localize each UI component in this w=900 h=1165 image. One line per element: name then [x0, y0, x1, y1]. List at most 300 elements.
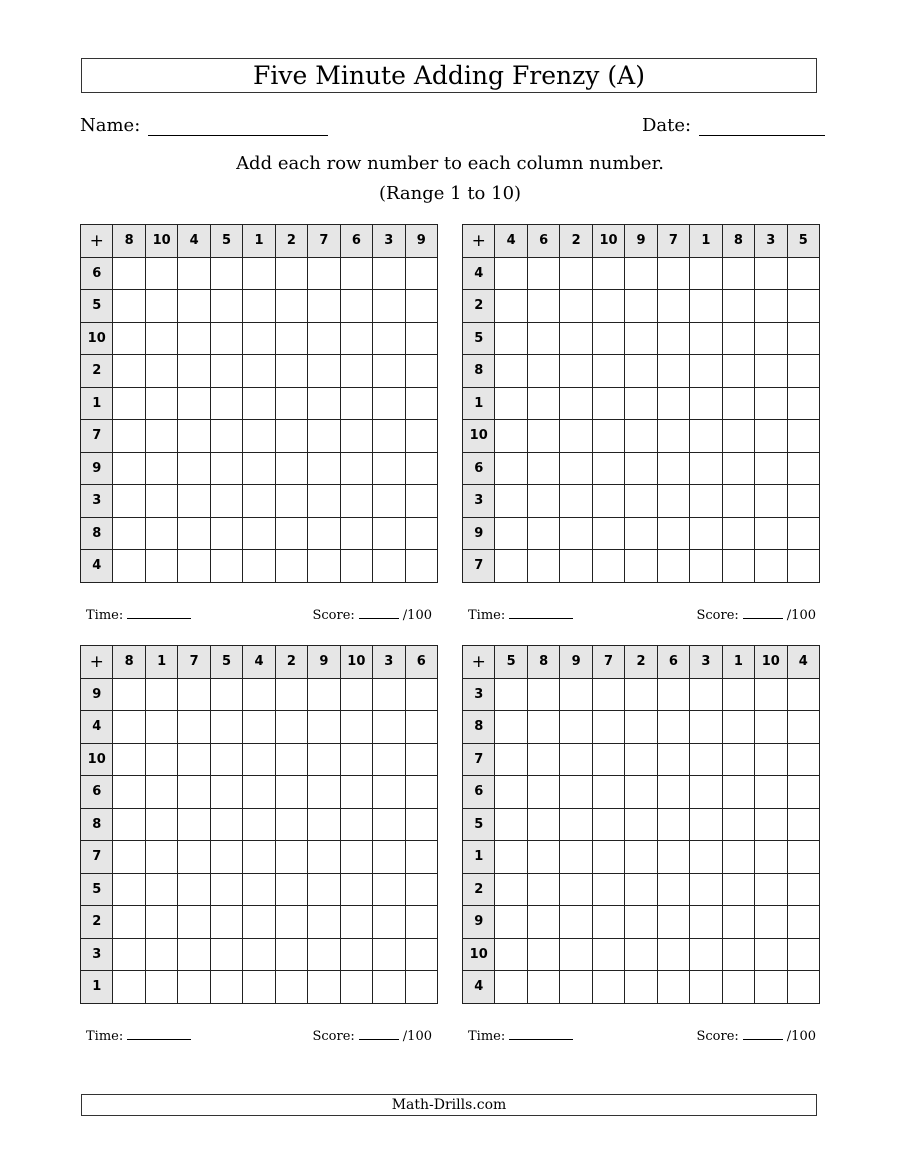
answer-cell[interactable]: [690, 841, 722, 874]
answer-cell[interactable]: [308, 517, 340, 550]
answer-cell[interactable]: [373, 517, 405, 550]
time-field[interactable]: [86, 606, 191, 623]
answer-cell[interactable]: [340, 517, 372, 550]
answer-cell[interactable]: [690, 517, 722, 550]
answer-cell[interactable]: [145, 550, 177, 583]
answer-cell[interactable]: [405, 873, 437, 906]
answer-cell[interactable]: [145, 387, 177, 420]
answer-cell[interactable]: [113, 873, 145, 906]
answer-cell[interactable]: [145, 906, 177, 939]
answer-cell[interactable]: [722, 808, 754, 841]
answer-cell[interactable]: [527, 550, 559, 583]
answer-cell[interactable]: [308, 420, 340, 453]
name-field[interactable]: [80, 111, 328, 136]
answer-cell[interactable]: [722, 743, 754, 776]
answer-cell[interactable]: [755, 776, 787, 809]
answer-cell[interactable]: [210, 938, 242, 971]
answer-cell[interactable]: [113, 452, 145, 485]
answer-cell[interactable]: [113, 971, 145, 1004]
answer-cell[interactable]: [113, 355, 145, 388]
answer-cell[interactable]: [592, 322, 624, 355]
answer-cell[interactable]: [657, 485, 689, 518]
answer-cell[interactable]: [690, 322, 722, 355]
answer-cell[interactable]: [405, 322, 437, 355]
answer-cell[interactable]: [243, 971, 275, 1004]
answer-cell[interactable]: [373, 906, 405, 939]
answer-cell[interactable]: [373, 387, 405, 420]
score-field[interactable]: [312, 606, 432, 623]
answer-cell[interactable]: [495, 322, 527, 355]
answer-cell[interactable]: [340, 841, 372, 874]
answer-cell[interactable]: [373, 938, 405, 971]
time-blank[interactable]: [127, 1027, 191, 1040]
answer-cell[interactable]: [527, 387, 559, 420]
answer-cell[interactable]: [495, 550, 527, 583]
answer-cell[interactable]: [592, 485, 624, 518]
answer-cell[interactable]: [340, 711, 372, 744]
answer-cell[interactable]: [210, 906, 242, 939]
answer-cell[interactable]: [722, 355, 754, 388]
answer-cell[interactable]: [690, 971, 722, 1004]
answer-cell[interactable]: [495, 290, 527, 323]
answer-cell[interactable]: [340, 678, 372, 711]
answer-cell[interactable]: [405, 971, 437, 1004]
answer-cell[interactable]: [210, 808, 242, 841]
answer-cell[interactable]: [495, 841, 527, 874]
answer-cell[interactable]: [373, 485, 405, 518]
answer-cell[interactable]: [755, 678, 787, 711]
answer-cell[interactable]: [210, 678, 242, 711]
answer-cell[interactable]: [592, 290, 624, 323]
answer-cell[interactable]: [560, 257, 592, 290]
answer-cell[interactable]: [113, 711, 145, 744]
answer-cell[interactable]: [243, 776, 275, 809]
answer-cell[interactable]: [690, 485, 722, 518]
answer-cell[interactable]: [592, 776, 624, 809]
answer-cell[interactable]: [755, 290, 787, 323]
answer-cell[interactable]: [560, 517, 592, 550]
answer-cell[interactable]: [657, 678, 689, 711]
answer-cell[interactable]: [113, 517, 145, 550]
answer-cell[interactable]: [625, 387, 657, 420]
answer-cell[interactable]: [495, 906, 527, 939]
answer-cell[interactable]: [722, 550, 754, 583]
time-blank[interactable]: [509, 1027, 573, 1040]
answer-cell[interactable]: [690, 873, 722, 906]
answer-cell[interactable]: [275, 776, 307, 809]
answer-cell[interactable]: [373, 550, 405, 583]
answer-cell[interactable]: [722, 420, 754, 453]
answer-cell[interactable]: [243, 355, 275, 388]
answer-cell[interactable]: [405, 841, 437, 874]
answer-cell[interactable]: [722, 387, 754, 420]
answer-cell[interactable]: [527, 808, 559, 841]
answer-cell[interactable]: [527, 971, 559, 1004]
answer-cell[interactable]: [405, 355, 437, 388]
answer-cell[interactable]: [308, 711, 340, 744]
answer-cell[interactable]: [657, 257, 689, 290]
answer-cell[interactable]: [755, 452, 787, 485]
answer-cell[interactable]: [210, 971, 242, 1004]
answer-cell[interactable]: [243, 938, 275, 971]
answer-cell[interactable]: [405, 550, 437, 583]
answer-cell[interactable]: [275, 971, 307, 1004]
answer-cell[interactable]: [787, 776, 819, 809]
answer-cell[interactable]: [755, 711, 787, 744]
answer-cell[interactable]: [787, 485, 819, 518]
answer-cell[interactable]: [145, 485, 177, 518]
answer-cell[interactable]: [625, 711, 657, 744]
answer-cell[interactable]: [210, 743, 242, 776]
answer-cell[interactable]: [275, 678, 307, 711]
answer-cell[interactable]: [308, 938, 340, 971]
answer-cell[interactable]: [787, 743, 819, 776]
answer-cell[interactable]: [722, 257, 754, 290]
answer-cell[interactable]: [560, 355, 592, 388]
answer-cell[interactable]: [527, 776, 559, 809]
answer-cell[interactable]: [690, 776, 722, 809]
answer-cell[interactable]: [405, 938, 437, 971]
answer-cell[interactable]: [755, 808, 787, 841]
answer-cell[interactable]: [275, 743, 307, 776]
answer-cell[interactable]: [275, 808, 307, 841]
answer-cell[interactable]: [527, 452, 559, 485]
answer-cell[interactable]: [657, 841, 689, 874]
answer-cell[interactable]: [340, 906, 372, 939]
answer-cell[interactable]: [308, 485, 340, 518]
answer-cell[interactable]: [178, 517, 210, 550]
answer-cell[interactable]: [592, 938, 624, 971]
answer-cell[interactable]: [722, 678, 754, 711]
answer-cell[interactable]: [787, 290, 819, 323]
answer-cell[interactable]: [340, 420, 372, 453]
answer-cell[interactable]: [405, 743, 437, 776]
answer-cell[interactable]: [275, 517, 307, 550]
answer-cell[interactable]: [210, 485, 242, 518]
answer-cell[interactable]: [657, 906, 689, 939]
answer-cell[interactable]: [243, 420, 275, 453]
answer-cell[interactable]: [243, 322, 275, 355]
answer-cell[interactable]: [657, 322, 689, 355]
answer-cell[interactable]: [210, 711, 242, 744]
answer-cell[interactable]: [560, 873, 592, 906]
date-blank[interactable]: [699, 111, 825, 136]
answer-cell[interactable]: [755, 841, 787, 874]
answer-cell[interactable]: [657, 873, 689, 906]
answer-cell[interactable]: [243, 257, 275, 290]
answer-cell[interactable]: [722, 873, 754, 906]
answer-cell[interactable]: [787, 938, 819, 971]
answer-cell[interactable]: [495, 743, 527, 776]
answer-cell[interactable]: [657, 550, 689, 583]
answer-cell[interactable]: [657, 776, 689, 809]
answer-cell[interactable]: [495, 971, 527, 1004]
answer-cell[interactable]: [308, 678, 340, 711]
answer-cell[interactable]: [210, 322, 242, 355]
answer-cell[interactable]: [495, 257, 527, 290]
answer-cell[interactable]: [592, 743, 624, 776]
answer-cell[interactable]: [690, 550, 722, 583]
answer-cell[interactable]: [722, 517, 754, 550]
answer-cell[interactable]: [113, 678, 145, 711]
answer-cell[interactable]: [495, 808, 527, 841]
answer-cell[interactable]: [145, 322, 177, 355]
answer-cell[interactable]: [113, 743, 145, 776]
answer-cell[interactable]: [308, 841, 340, 874]
answer-cell[interactable]: [690, 387, 722, 420]
answer-cell[interactable]: [405, 257, 437, 290]
answer-cell[interactable]: [560, 322, 592, 355]
answer-cell[interactable]: [145, 873, 177, 906]
answer-cell[interactable]: [690, 452, 722, 485]
answer-cell[interactable]: [625, 743, 657, 776]
answer-cell[interactable]: [592, 906, 624, 939]
answer-cell[interactable]: [275, 355, 307, 388]
answer-cell[interactable]: [308, 355, 340, 388]
answer-cell[interactable]: [308, 906, 340, 939]
score-blank[interactable]: [743, 1027, 783, 1040]
answer-cell[interactable]: [275, 550, 307, 583]
answer-cell[interactable]: [113, 257, 145, 290]
answer-cell[interactable]: [787, 517, 819, 550]
answer-cell[interactable]: [787, 387, 819, 420]
answer-cell[interactable]: [373, 452, 405, 485]
answer-cell[interactable]: [690, 678, 722, 711]
answer-cell[interactable]: [592, 808, 624, 841]
answer-cell[interactable]: [405, 711, 437, 744]
score-field[interactable]: [696, 1027, 816, 1044]
answer-cell[interactable]: [560, 808, 592, 841]
answer-cell[interactable]: [113, 387, 145, 420]
answer-cell[interactable]: [495, 678, 527, 711]
answer-cell[interactable]: [405, 290, 437, 323]
answer-cell[interactable]: [657, 743, 689, 776]
answer-cell[interactable]: [755, 355, 787, 388]
answer-cell[interactable]: [787, 550, 819, 583]
answer-cell[interactable]: [340, 257, 372, 290]
answer-cell[interactable]: [210, 452, 242, 485]
answer-cell[interactable]: [657, 387, 689, 420]
answer-cell[interactable]: [657, 420, 689, 453]
answer-cell[interactable]: [625, 808, 657, 841]
answer-cell[interactable]: [210, 873, 242, 906]
answer-cell[interactable]: [113, 776, 145, 809]
answer-cell[interactable]: [527, 355, 559, 388]
answer-cell[interactable]: [560, 485, 592, 518]
answer-cell[interactable]: [495, 517, 527, 550]
answer-cell[interactable]: [340, 938, 372, 971]
answer-cell[interactable]: [405, 776, 437, 809]
answer-cell[interactable]: [275, 420, 307, 453]
answer-cell[interactable]: [145, 971, 177, 1004]
answer-cell[interactable]: [657, 452, 689, 485]
answer-cell[interactable]: [690, 257, 722, 290]
answer-cell[interactable]: [275, 711, 307, 744]
answer-cell[interactable]: [592, 420, 624, 453]
answer-cell[interactable]: [625, 322, 657, 355]
answer-cell[interactable]: [210, 517, 242, 550]
answer-cell[interactable]: [113, 906, 145, 939]
answer-cell[interactable]: [495, 938, 527, 971]
answer-cell[interactable]: [243, 711, 275, 744]
answer-cell[interactable]: [722, 452, 754, 485]
answer-cell[interactable]: [373, 971, 405, 1004]
answer-cell[interactable]: [405, 906, 437, 939]
answer-cell[interactable]: [560, 550, 592, 583]
answer-cell[interactable]: [373, 257, 405, 290]
time-field[interactable]: [468, 606, 573, 623]
answer-cell[interactable]: [373, 355, 405, 388]
answer-cell[interactable]: [340, 387, 372, 420]
answer-cell[interactable]: [592, 678, 624, 711]
answer-cell[interactable]: [243, 387, 275, 420]
answer-cell[interactable]: [527, 420, 559, 453]
answer-cell[interactable]: [243, 550, 275, 583]
answer-cell[interactable]: [340, 322, 372, 355]
answer-cell[interactable]: [625, 485, 657, 518]
answer-cell[interactable]: [178, 420, 210, 453]
answer-cell[interactable]: [145, 678, 177, 711]
answer-cell[interactable]: [787, 420, 819, 453]
answer-cell[interactable]: [625, 257, 657, 290]
answer-cell[interactable]: [275, 452, 307, 485]
answer-cell[interactable]: [657, 517, 689, 550]
answer-cell[interactable]: [625, 290, 657, 323]
answer-cell[interactable]: [340, 971, 372, 1004]
answer-cell[interactable]: [308, 776, 340, 809]
answer-cell[interactable]: [178, 711, 210, 744]
answer-cell[interactable]: [560, 711, 592, 744]
answer-cell[interactable]: [373, 420, 405, 453]
answer-cell[interactable]: [210, 355, 242, 388]
answer-cell[interactable]: [373, 743, 405, 776]
answer-cell[interactable]: [690, 711, 722, 744]
answer-cell[interactable]: [755, 873, 787, 906]
answer-cell[interactable]: [625, 420, 657, 453]
answer-cell[interactable]: [243, 906, 275, 939]
answer-cell[interactable]: [625, 452, 657, 485]
answer-cell[interactable]: [592, 452, 624, 485]
answer-cell[interactable]: [527, 322, 559, 355]
answer-cell[interactable]: [405, 387, 437, 420]
answer-cell[interactable]: [178, 971, 210, 1004]
answer-cell[interactable]: [275, 290, 307, 323]
answer-cell[interactable]: [755, 971, 787, 1004]
answer-cell[interactable]: [178, 906, 210, 939]
answer-cell[interactable]: [722, 485, 754, 518]
answer-cell[interactable]: [113, 550, 145, 583]
answer-cell[interactable]: [113, 808, 145, 841]
answer-cell[interactable]: [405, 452, 437, 485]
answer-cell[interactable]: [722, 290, 754, 323]
answer-cell[interactable]: [178, 290, 210, 323]
answer-cell[interactable]: [527, 906, 559, 939]
answer-cell[interactable]: [625, 776, 657, 809]
answer-cell[interactable]: [625, 841, 657, 874]
answer-cell[interactable]: [527, 517, 559, 550]
answer-cell[interactable]: [178, 938, 210, 971]
answer-cell[interactable]: [787, 678, 819, 711]
answer-cell[interactable]: [592, 841, 624, 874]
answer-cell[interactable]: [405, 808, 437, 841]
answer-cell[interactable]: [178, 355, 210, 388]
answer-cell[interactable]: [243, 485, 275, 518]
answer-cell[interactable]: [755, 322, 787, 355]
answer-cell[interactable]: [625, 550, 657, 583]
answer-cell[interactable]: [308, 452, 340, 485]
answer-cell[interactable]: [527, 678, 559, 711]
answer-cell[interactable]: [625, 355, 657, 388]
answer-cell[interactable]: [113, 420, 145, 453]
answer-cell[interactable]: [755, 387, 787, 420]
answer-cell[interactable]: [527, 873, 559, 906]
answer-cell[interactable]: [373, 873, 405, 906]
answer-cell[interactable]: [495, 452, 527, 485]
answer-cell[interactable]: [690, 290, 722, 323]
answer-cell[interactable]: [787, 971, 819, 1004]
answer-cell[interactable]: [145, 420, 177, 453]
answer-cell[interactable]: [340, 452, 372, 485]
answer-cell[interactable]: [625, 517, 657, 550]
answer-cell[interactable]: [787, 452, 819, 485]
answer-cell[interactable]: [787, 711, 819, 744]
answer-cell[interactable]: [405, 420, 437, 453]
answer-cell[interactable]: [527, 290, 559, 323]
answer-cell[interactable]: [113, 290, 145, 323]
answer-cell[interactable]: [243, 517, 275, 550]
answer-cell[interactable]: [592, 257, 624, 290]
answer-cell[interactable]: [145, 355, 177, 388]
answer-cell[interactable]: [625, 873, 657, 906]
answer-cell[interactable]: [722, 938, 754, 971]
answer-cell[interactable]: [373, 322, 405, 355]
answer-cell[interactable]: [340, 776, 372, 809]
answer-cell[interactable]: [145, 290, 177, 323]
answer-cell[interactable]: [243, 452, 275, 485]
answer-cell[interactable]: [405, 678, 437, 711]
answer-cell[interactable]: [527, 485, 559, 518]
answer-cell[interactable]: [308, 257, 340, 290]
answer-cell[interactable]: [495, 355, 527, 388]
answer-cell[interactable]: [625, 678, 657, 711]
answer-cell[interactable]: [405, 485, 437, 518]
answer-cell[interactable]: [690, 743, 722, 776]
answer-cell[interactable]: [787, 873, 819, 906]
answer-cell[interactable]: [210, 257, 242, 290]
answer-cell[interactable]: [592, 711, 624, 744]
score-field[interactable]: [696, 606, 816, 623]
answer-cell[interactable]: [657, 711, 689, 744]
time-blank[interactable]: [127, 606, 191, 619]
date-field[interactable]: [642, 111, 825, 136]
answer-cell[interactable]: [755, 257, 787, 290]
answer-cell[interactable]: [592, 873, 624, 906]
answer-cell[interactable]: [527, 841, 559, 874]
answer-cell[interactable]: [178, 550, 210, 583]
answer-cell[interactable]: [722, 841, 754, 874]
answer-cell[interactable]: [113, 841, 145, 874]
answer-cell[interactable]: [243, 678, 275, 711]
answer-cell[interactable]: [787, 906, 819, 939]
answer-cell[interactable]: [625, 906, 657, 939]
answer-cell[interactable]: [340, 808, 372, 841]
answer-cell[interactable]: [145, 711, 177, 744]
answer-cell[interactable]: [373, 841, 405, 874]
answer-cell[interactable]: [560, 290, 592, 323]
answer-cell[interactable]: [560, 452, 592, 485]
answer-cell[interactable]: [755, 550, 787, 583]
answer-cell[interactable]: [145, 517, 177, 550]
